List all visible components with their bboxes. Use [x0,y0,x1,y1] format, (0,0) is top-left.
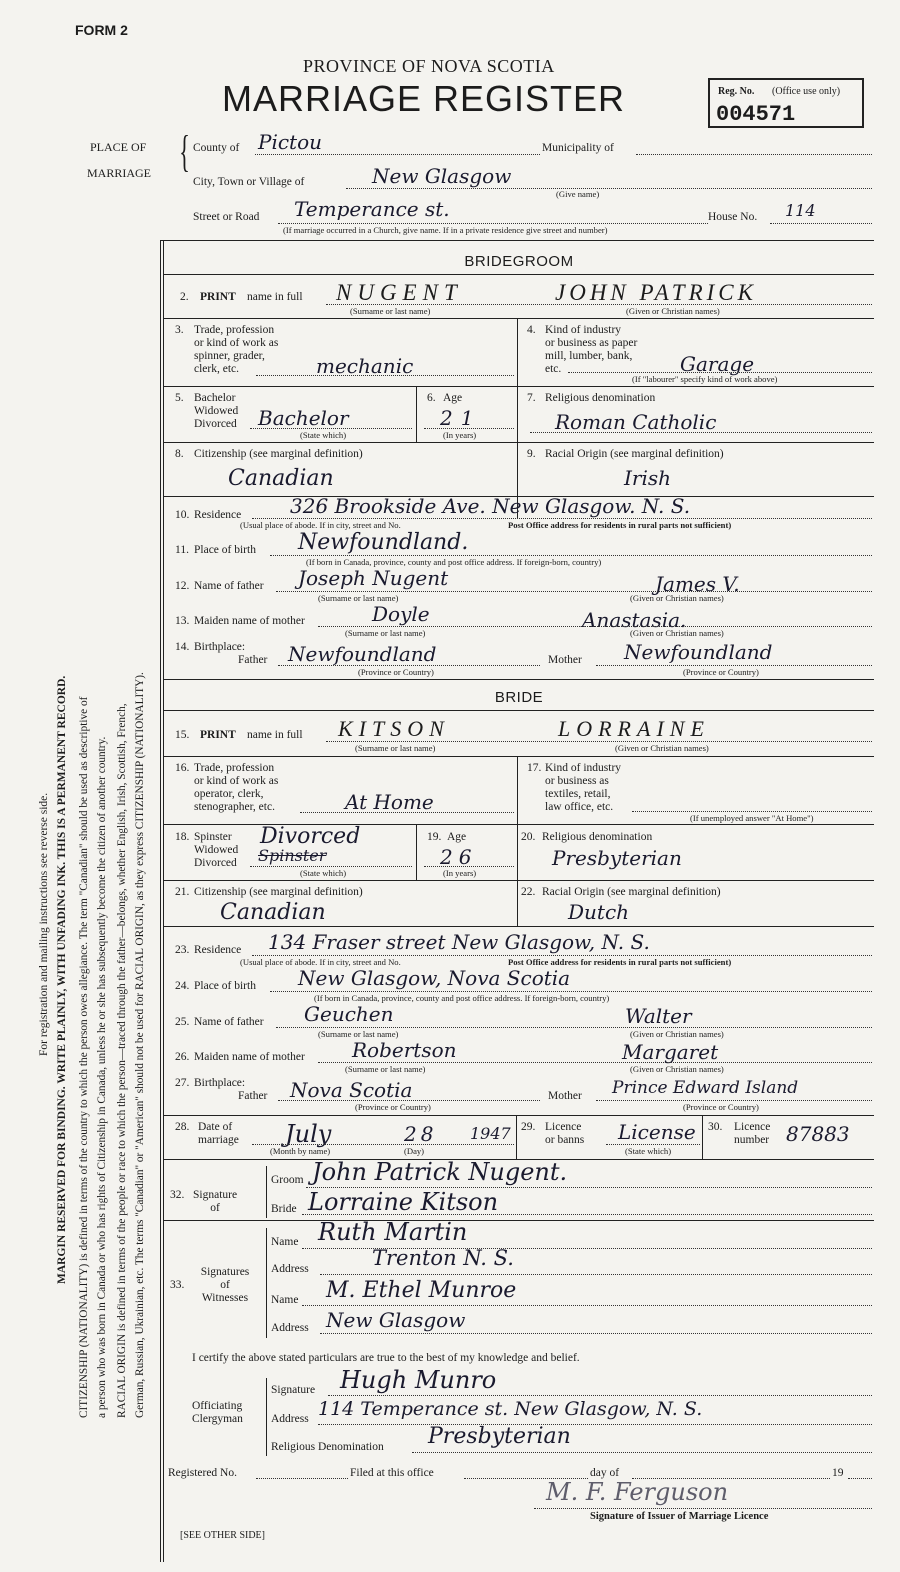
groom-age: 21 [440,406,482,430]
father-label: Name of father [194,1016,264,1028]
mother-label: Maiden name of mother [194,615,305,627]
county-value: Pictou [258,130,323,154]
given-caption: (Given or Christian names) [630,628,724,638]
age-label: Age [447,831,467,843]
father-word: Father [238,1090,268,1102]
given-caption: (Given or Christian names) [630,1029,724,1039]
citizenship-label: Citizenship (see marginal definition) [194,448,363,460]
item-number: 2. [180,291,189,303]
bride-age: 26 [440,845,478,869]
residence-caption: (Usual place of abode. If in city, street and No. [240,957,401,967]
item-number: 23. [175,944,190,956]
witness-2-address: New Glasgow [326,1308,466,1332]
city-label: City, Town or Village of [193,176,305,188]
day-of-label: day of [590,1467,620,1479]
surname-caption: (Surname or last name) [355,743,436,753]
item-number: 26. [175,1051,190,1063]
state-which-caption: (State which) [300,868,347,878]
city-value: New Glasgow [372,164,512,188]
groom-residence: 326 Brookside Ave. New Glasgow. N. S. [290,494,691,518]
surname-caption: (Surname or last name) [318,1029,399,1039]
groom-mother-birthplace: Newfoundland [624,640,773,664]
item-number: 32. [170,1189,185,1201]
page-title: MARRIAGE REGISTER [222,78,626,119]
groom-father-birthplace: Newfoundland [288,642,437,666]
province-caption: (Province or Country) [355,1102,431,1112]
filed-label: Filed at this office [350,1467,434,1479]
item-number: 14. [175,641,190,653]
industry-caption: (If unemployed answer "At Home") [690,813,814,823]
birthplace-label: Birthplace: [194,641,246,653]
item-number: 9. [527,448,536,460]
racial-label: Racial Origin (see marginal definition) [545,448,724,460]
item-number: 24. [175,980,190,992]
in-years-caption: (In years) [443,868,477,878]
bride-label: Bride [271,1203,297,1215]
clergy-signature: Hugh Munro [340,1366,497,1394]
residence-caption-bold: Post Office address for residents in rural parts not sufficient) [508,957,732,967]
item-number: 33. [170,1279,185,1291]
racial-label: Racial Origin (see marginal definition) [542,886,721,898]
day-caption: (Day) [404,1146,425,1156]
month-caption: (Month by name) [270,1146,331,1156]
bridegroom-heading: BRIDEGROOM [464,253,574,270]
bride-birthplace: New Glasgow, Nova Scotia [298,966,571,990]
licence-number-label: Licence number [734,1121,771,1146]
groom-birthplace: Newfoundland. [298,530,469,555]
groom-father-given: James V. [655,572,740,596]
in-years-caption: (In years) [443,430,477,440]
witness-address-label: Address [271,1322,309,1334]
item-number: 20. [521,831,536,843]
father-word: Father [238,654,268,666]
clergy-address-label: Address [271,1413,309,1425]
surname-caption: (Surname or last name) [318,593,399,603]
clergy-denomination-label: Religious Denomination [271,1441,384,1453]
margin-citizenship-2: a person who was born in Canada or who has rights of Citizenship in Canada, unless he or she has subsequently become the citizen of another country. [96,736,108,1418]
signature-of-label: Signature of [193,1189,238,1214]
province-caption: (Province or Country) [683,1102,759,1112]
licence-label: Licence or banns [545,1121,585,1146]
item-number: 4. [527,324,536,336]
bride-heading: BRIDE [494,689,544,706]
birthplace-label: Birthplace: [194,1077,246,1089]
name-in-full-label: name in full [247,291,303,303]
groom-father-surname: Joseph Nugent [298,566,449,590]
clergy-signature-label: Signature [271,1384,316,1396]
item-number: 29. [521,1121,536,1133]
groom-racial-origin: Irish [624,466,672,490]
form-number: FORM 2 [75,22,128,38]
status-label: Spinster Widowed Divorced [194,831,239,869]
street-note: (If marriage occurred in a Church, give name. If in a private residence give street and number) [283,225,608,235]
bride-mother-surname: Robertson [352,1038,457,1062]
religion-label: Religious denomination [545,392,656,404]
bride-father-birthplace: Nova Scotia [290,1078,413,1102]
print-label: PRINT [200,291,236,303]
province-heading: PROVINCE OF NOVA SCOTIA [303,56,555,76]
reg-note: (Office use only) [772,86,841,97]
house-label: House No. [708,211,758,223]
surname-caption: (Surname or last name) [345,1064,426,1074]
item-number: 22. [521,886,536,898]
groom-trade: mechanic [316,354,414,378]
given-caption: (Given or Christian names) [630,1064,724,1074]
clergy-address: 114 Temperance st. New Glasgow, N. S. [318,1398,703,1420]
marriage-year: 1947 [470,1124,511,1143]
trade-label: Trade, profession or kind of work as operator, clerk, stenographer, etc. [194,762,279,813]
issuer-label: Signature of Issuer of Marriage Licence [590,1511,769,1522]
residence-label: Residence [194,944,242,956]
witness-name-label: Name [271,1294,299,1306]
birth-label: Place of birth [194,980,256,992]
province-caption: (Province or Country) [683,667,759,677]
licence-type: License [618,1120,696,1144]
residence-caption-bold: Post Office address for residents in rural parts not sufficient) [508,520,732,530]
witness-2-name: M. Ethel Munroe [326,1278,517,1303]
name-in-full-label: name in full [247,729,303,741]
year-19-label: 19 [832,1467,844,1479]
trade-label: Trade, profession or kind of work as spinner, grader, clerk, etc. [194,324,279,375]
groom-citizenship: Canadian [228,466,334,491]
place-of-label: PLACE OF [90,140,147,154]
residence-caption: (Usual place of abode. If in city, street and No. [240,520,401,530]
margin-binding-notice: MARGIN RESERVED FOR BINDING. WRITE PLAINLY, WITH UNFADING INK. THIS IS A PERMANENT RECORD. [56,675,68,1284]
groom-surname: NUGENT [336,280,463,305]
witness-name-label: Name [271,1236,299,1248]
bride-religion: Presbyterian [552,846,682,870]
item-number: 18. [175,831,190,843]
reg-number: 004571 [716,102,796,127]
clergy-denomination: Presbyterian [428,1424,571,1449]
item-number: 8. [175,448,184,460]
bride-father-given: Walter [625,1004,692,1028]
bride-signature: Lorraine Kitson [308,1188,499,1216]
mother-label: Maiden name of mother [194,1051,305,1063]
groom-mother-surname: Doyle [372,602,430,626]
bride-trade: At Home [345,790,434,814]
bride-father-surname: Geuchen [304,1002,394,1026]
marriage-day: 28 [404,1122,438,1146]
given-caption: (Given or Christian names) [615,743,709,753]
surname-caption: (Surname or last name) [350,306,431,316]
age-label: Age [443,392,463,404]
brace: { [179,127,190,176]
date-label: Date of marriage [198,1121,239,1146]
clergyman-label: Officiating Clergyman [192,1400,243,1425]
marriage-label: MARRIAGE [87,166,152,180]
bride-surname: KITSON [338,716,450,741]
mother-word: Mother [548,654,582,666]
house-value: 114 [785,201,816,220]
item-number: 30. [708,1121,723,1133]
licence-number: 87883 [786,1122,850,1146]
reg-label: Reg. No. [718,86,755,97]
item-number: 16. [175,762,190,774]
state-which-caption: (State which) [625,1146,672,1156]
margin-instructions: For registration and mailing instructions see reverse side. [38,792,50,1056]
item-number: 3. [175,324,184,336]
mother-word: Mother [548,1090,582,1102]
groom-label: Groom [271,1174,304,1186]
item-number: 21. [175,886,190,898]
bride-status-struck: Spinster [258,846,327,865]
groom-given-names: JOHN PATRICK [555,280,757,305]
municipality-label: Municipality of [542,142,614,154]
industry-label: Kind of industry or business as paper mill, lumber, bank, etc. [545,324,638,375]
given-caption: (Given or Christian names) [630,593,724,603]
groom-industry: Garage [680,352,755,376]
street-label: Street or Road [193,211,260,223]
bride-mother-birthplace: Prince Edward Island [612,1078,799,1098]
street-value: Temperance st. [294,197,450,221]
bride-racial-origin: Dutch [568,900,630,924]
issuer-signature: M. F. Ferguson [546,1478,729,1506]
residence-label: Residence [194,509,242,521]
give-name-caption: (Give name) [556,189,600,199]
province-caption: (Province or Country) [358,667,434,677]
bride-mother-given: Margaret [622,1040,719,1064]
witness-1-address: Trenton N. S. [372,1246,514,1270]
birth-caption: (If born in Canada, province, county and post office address. If foreign-born, country) [306,557,602,567]
print-label: PRINT [200,729,236,741]
see-other-side: [SEE OTHER SIDE] [180,1530,265,1541]
religion-label: Religious denomination [542,831,653,843]
groom-mother-given: Anastasia. [582,608,687,632]
witness-address-label: Address [271,1263,309,1275]
item-number: 17. [527,762,542,774]
groom-status: Bachelor [258,406,349,430]
registered-no-label: Registered No. [168,1467,237,1479]
item-number: 27. [175,1077,190,1089]
item-number: 5. [175,392,184,404]
item-number: 12. [175,580,190,592]
witnesses-label: Signatures of Witnesses [200,1266,250,1304]
groom-religion: Roman Catholic [555,410,717,434]
citizenship-label: Citizenship (see marginal definition) [194,886,363,898]
item-number: 13. [175,615,190,627]
status-label: Bachelor Widowed Divorced [194,392,239,430]
witness-1-name: Ruth Martin [318,1218,468,1246]
certification-text: I certify the above stated particulars are true to the best of my knowledge and belief. [192,1352,580,1364]
item-number: 25. [175,1016,190,1028]
state-which-caption: (State which) [300,430,347,440]
reg-number-box [708,78,864,128]
item-number: 28. [175,1121,190,1133]
given-caption: (Given or Christian names) [626,306,720,316]
birth-label: Place of birth [194,544,256,556]
county-label: County of [193,142,240,154]
item-number: 11. [175,544,189,556]
industry-label: Kind of industry or business as textiles, retail, law office, etc. [545,762,622,813]
margin-citizenship-1: CITIZENSHIP (NATIONALITY) is defined in terms of the country to which the person owes allegiance. The term "Canadian" should be used as descriptive of [78,696,90,1418]
bride-citizenship: Canadian [220,900,326,925]
item-number: 19. [427,831,442,843]
marriage-month: July [285,1120,332,1148]
surname-caption: (Surname or last name) [345,628,426,638]
groom-signature: John Patrick Nugent. [312,1158,568,1186]
birth-caption: (If born in Canada, province, county and post office address. If foreign-born, country) [314,993,610,1003]
margin-racial-2: German, Russian, Ukrainian, etc. The terms "Canadian" or "American" should not be used for RACIAL ORIGIN, as they express CITIZENSHIP (NATIONALITY). [134,672,146,1418]
item-number: 10. [175,509,190,521]
item-number: 7. [527,392,536,404]
item-number: 6. [427,392,436,404]
bride-status: Divorced [260,824,361,849]
margin-racial-1: RACIAL ORIGIN is defined in terms of the people or race to which the person—traced through the father—belongs, whether English, Irish, Scottish, French, [116,703,128,1418]
industry-caption: (If "labourer" specify kind of work above) [632,374,778,384]
bride-residence: 134 Fraser street New Glasgow, N. S. [268,930,650,954]
bride-given-names: LORRAINE [558,716,710,741]
item-number: 15. [175,729,190,741]
father-label: Name of father [194,580,264,592]
